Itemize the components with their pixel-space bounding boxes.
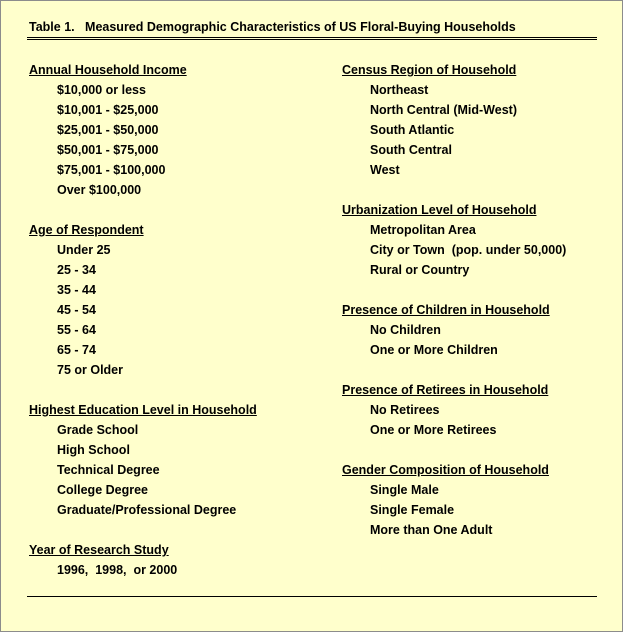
list-item: 35 - 44 xyxy=(57,283,96,297)
right-column xyxy=(342,62,566,562)
section-heading: Presence of Retirees in Household xyxy=(342,383,549,397)
left-column xyxy=(29,62,257,602)
list-item: South Atlantic xyxy=(370,123,455,137)
list-item: $10,001 - $25,000 xyxy=(57,103,159,117)
list-item: South Central xyxy=(370,143,452,157)
list-item: Grade School xyxy=(57,423,139,437)
section-heading: Census Region of Household xyxy=(342,63,517,77)
list-item: More than One Adult xyxy=(370,523,493,537)
section-gender-composition xyxy=(342,462,566,542)
section-annual-household-income xyxy=(29,62,257,202)
section-highest-education-level xyxy=(29,402,257,522)
list-item: High School xyxy=(57,443,130,457)
title-double-rule xyxy=(27,37,597,40)
list-item: Technical Degree xyxy=(57,463,160,477)
section-presence-of-children xyxy=(342,302,566,362)
list-item: $50,001 - $75,000 xyxy=(57,143,159,157)
list-item: One or More Retirees xyxy=(370,423,497,437)
list-item: 65 - 74 xyxy=(57,343,96,357)
section-heading: Year of Research Study xyxy=(29,543,169,557)
list-item: 75 or Older xyxy=(57,363,123,377)
list-item: Graduate/Professional Degree xyxy=(57,503,237,517)
list-item: Under 25 xyxy=(57,243,111,257)
table-title: Table 1. Measured Demographic Characteristics of US Floral-Buying Households xyxy=(29,20,516,34)
section-age-of-respondent xyxy=(29,222,257,382)
bottom-rule xyxy=(27,596,597,597)
section-heading: Gender Composition of Household xyxy=(342,463,549,477)
list-item: Rural or Country xyxy=(370,263,470,277)
section-heading: Annual Household Income xyxy=(29,63,187,77)
list-item: $25,001 - $50,000 xyxy=(57,123,159,137)
list-item: One or More Children xyxy=(370,343,498,357)
section-year-of-research-study xyxy=(29,542,257,582)
list-item: Over $100,000 xyxy=(57,183,142,197)
list-item: Metropolitan Area xyxy=(370,223,476,237)
list-item: West xyxy=(370,163,400,177)
section-heading: Highest Education Level in Household xyxy=(29,403,257,417)
list-item: No Retirees xyxy=(370,403,440,417)
list-item: 45 - 54 xyxy=(57,303,96,317)
section-presence-of-retirees xyxy=(342,382,566,442)
section-urbanization-level xyxy=(342,202,566,282)
list-item: College Degree xyxy=(57,483,149,497)
list-item: Single Male xyxy=(370,483,439,497)
list-item: $75,001 - $100,000 xyxy=(57,163,166,177)
list-item: Single Female xyxy=(370,503,455,517)
section-heading: Urbanization Level of Household xyxy=(342,203,537,217)
list-item: North Central (Mid-West) xyxy=(370,103,517,117)
section-heading: Age of Respondent xyxy=(29,223,144,237)
list-item: No Children xyxy=(370,323,441,337)
list-item: City or Town (pop. under 50,000) xyxy=(370,243,567,257)
list-item: $10,000 or less xyxy=(57,83,146,97)
section-census-region xyxy=(342,62,566,182)
list-item: 1996, 1998, or 2000 xyxy=(57,563,178,577)
list-item: 55 - 64 xyxy=(57,323,96,337)
list-item: 25 - 34 xyxy=(57,263,96,277)
list-item: Northeast xyxy=(370,83,429,97)
section-heading: Presence of Children in Household xyxy=(342,303,550,317)
